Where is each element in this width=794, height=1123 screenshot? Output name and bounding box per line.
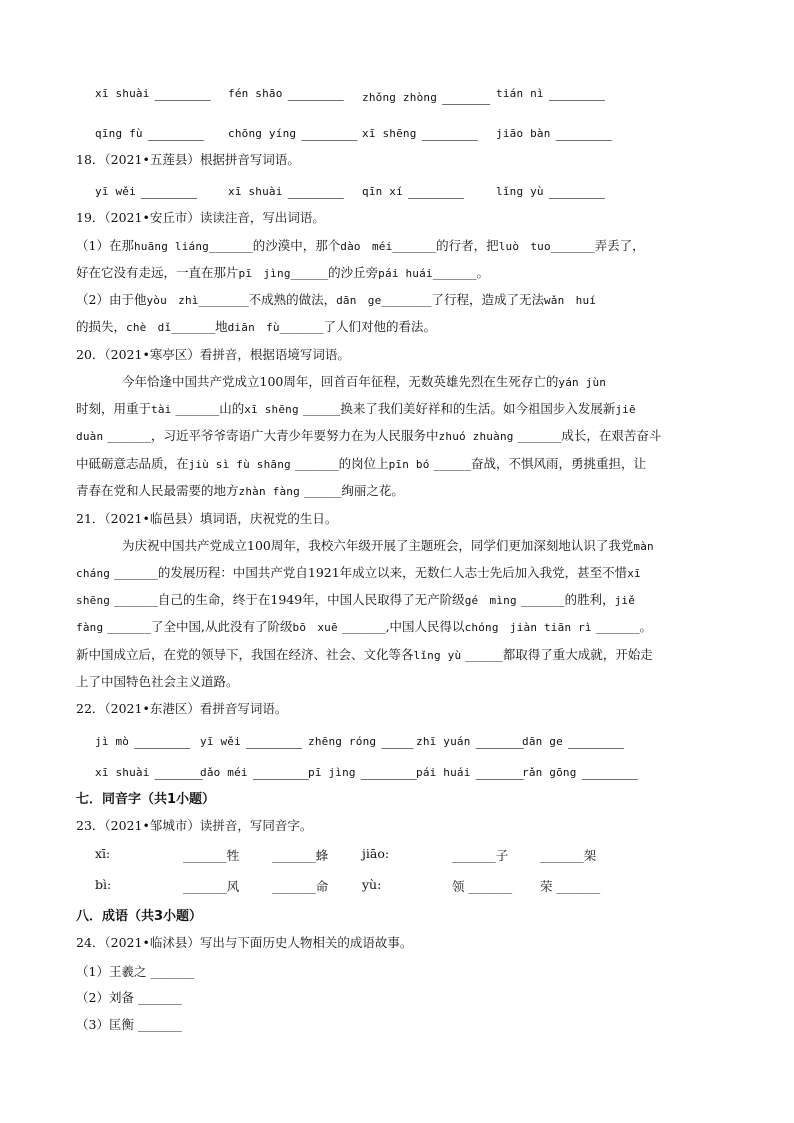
q20-line-5: 青春在党和人民最需要的地方zhàn fàng ______绚丽之花。 — [76, 483, 404, 498]
answer-blank[interactable]: _______ — [252, 761, 309, 780]
question-19-title: 19．（2021•安丘市）读读注音，写出词语。 — [76, 210, 325, 225]
q19-line-2: 好在它没有走远，一直在那片pī jìng______的沙丘旁pái huái_______。 — [76, 265, 490, 280]
q23-jiao-2: _______架 — [540, 848, 597, 863]
pinyin-item: qīn xí _______ — [362, 180, 465, 199]
answer-blank[interactable]: _______ — [432, 265, 477, 280]
q23-bi-label: bì: — [95, 877, 112, 892]
answer-blank[interactable]: _______ — [581, 761, 638, 780]
answer-blank[interactable]: _______ — [421, 122, 478, 141]
q21-line-6: 上了中国特色社会主义道路。 — [76, 674, 239, 689]
q24-item-2: （2）刘备 _______ — [76, 990, 182, 1005]
answer-blank[interactable]: _______ — [272, 879, 316, 894]
answer-blank[interactable]: _______ — [548, 82, 605, 101]
q23-jiao-label: jiāo: — [362, 846, 390, 861]
answer-blank[interactable]: _______ — [555, 122, 612, 141]
answer-blank[interactable]: _______ — [360, 761, 417, 780]
answer-blank[interactable]: _______ — [107, 428, 152, 443]
answer-blank[interactable]: ______ — [475, 730, 524, 749]
section-7-heading: 七．同音字（共1小题） — [76, 792, 216, 807]
question-18-title: 18．（2021•五莲县）根据拼音写词语。 — [76, 152, 300, 167]
q23-xi-2: _______蜂 — [272, 848, 329, 863]
answer-blank[interactable]: _______ — [114, 592, 158, 607]
q23-jiao-1: _______子 — [452, 848, 509, 863]
q21-line-5: 新中国成立后，在党的领导下，我国在经济、社会、文化等各lǐng yù ______都取得了重大成就，开始走 — [76, 647, 653, 662]
answer-blank[interactable]: _______ — [175, 401, 220, 416]
pinyin-item: dān ge _______ — [522, 730, 625, 749]
answer-blank[interactable]: _______ — [287, 82, 344, 101]
answer-blank[interactable]: ________ — [381, 292, 432, 307]
answer-blank[interactable]: _______ — [517, 428, 562, 443]
q23-yu-1: 领 _______ — [452, 879, 513, 894]
q24-item-1: （1）王羲之 _______ — [76, 964, 195, 979]
pinyin-item: zhēng róng ____ — [308, 730, 414, 749]
answer-blank[interactable]: ________ — [198, 292, 249, 307]
answer-blank[interactable]: _______ — [154, 82, 211, 101]
pinyin-item: xī shēng _______ — [362, 122, 478, 141]
pinyin-item: xī shuài _______ — [95, 82, 211, 101]
pinyin-item: xī shuài _______ — [228, 180, 344, 199]
pinyin-item: zhī yuán ______ — [416, 730, 524, 749]
question-24-title: 24．（2021•临沭县）写出与下面历史人物相关的成语故事。 — [76, 935, 413, 950]
answer-blank[interactable]: _______ — [294, 456, 339, 471]
pinyin-item: zhǒng zhòng ______ — [362, 86, 491, 105]
pinyin-item: lǐng yù _______ — [496, 180, 605, 199]
question-22-title: 22．（2021•东港区）看拼音写词语。 — [76, 701, 288, 716]
pinyin-item: pái huái ______ — [416, 761, 524, 780]
answer-blank[interactable]: ______ — [303, 483, 342, 498]
pinyin-item: rǎn gōng _______ — [522, 761, 638, 780]
answer-blank[interactable]: ______ — [290, 265, 329, 280]
answer-blank[interactable]: ______ — [433, 456, 472, 471]
q23-yu-label: yù: — [362, 877, 382, 892]
q23-xi-1: _______牲 — [183, 848, 240, 863]
answer-blank[interactable]: _______ — [468, 879, 513, 894]
q23-bi-1: _______风 — [183, 879, 240, 894]
answer-blank[interactable]: _______ — [246, 730, 303, 749]
pinyin-item: yī wěi _______ — [200, 730, 303, 749]
answer-blank[interactable]: _______ — [137, 990, 182, 1005]
pinyin-item: tián nì _______ — [496, 82, 605, 101]
answer-blank[interactable]: _______ — [392, 238, 437, 253]
q19-line-3: （2）由于他yòu zhì________不成熟的做法，dān ge________了行程，造成了无法wǎn huí — [76, 292, 597, 307]
answer-blank[interactable]: _______ — [452, 848, 496, 863]
section-8-heading: 八．成语（共3小题） — [76, 909, 203, 924]
answer-blank[interactable]: _______ — [279, 319, 324, 334]
q21-line-1: 为庆祝中国共产党成立100周年，我校六年级开展了主题班会，同学们更加深刻地认识了我党màn — [122, 538, 654, 553]
answer-blank[interactable]: _______ — [107, 619, 152, 634]
answer-blank[interactable]: _______ — [137, 1017, 182, 1032]
answer-blank[interactable]: _______ — [209, 238, 253, 253]
answer-blank[interactable]: _______ — [134, 730, 191, 749]
pinyin-item: chōng yíng _______ — [228, 122, 358, 141]
answer-blank[interactable]: _______ — [171, 319, 216, 334]
answer-blank[interactable]: _______ — [520, 592, 565, 607]
answer-blank[interactable]: _______ — [183, 879, 227, 894]
q23-xi-label: xī: — [95, 846, 111, 861]
pinyin-item: dǎo méi _______ — [200, 761, 309, 780]
q24-item-3: （3）匡衡 _______ — [76, 1017, 182, 1032]
q20-line-1: 今年恰逢中国共产党成立100周年，回首百年征程，无数英雄先烈在生死存亡的yán jùn — [122, 374, 607, 389]
pinyin-item: fén shāo _______ — [228, 82, 344, 101]
answer-blank[interactable]: _______ — [147, 122, 204, 141]
question-21-title: 21．（2021•临邑县）填词语，庆祝党的生日。 — [76, 511, 338, 526]
answer-blank[interactable]: _______ — [568, 730, 625, 749]
answer-blank[interactable]: ______ — [475, 761, 524, 780]
question-23-title: 23．（2021•邹城市）读拼音，写同音字。 — [76, 818, 313, 833]
answer-blank[interactable]: ______ — [302, 401, 341, 416]
pinyin-item: jiāo bàn _______ — [496, 122, 612, 141]
answer-blank[interactable]: ______ — [465, 647, 503, 662]
answer-blank[interactable]: _______ — [141, 180, 198, 199]
answer-blank[interactable]: _______ — [595, 619, 640, 634]
answer-blank[interactable]: _______ — [287, 180, 344, 199]
pinyin-item: pī jìng _______ — [308, 761, 417, 780]
answer-blank[interactable]: _______ — [183, 848, 227, 863]
q20-line-3: duàn _______，习近平爷爷寄语广大青少年要努力在为人民服务中zhuó zhuàng _______成长，在艰苦奋斗 — [76, 428, 662, 443]
question-20-title: 20．（2021•寒亭区）看拼音，根据语境写词语。 — [76, 347, 350, 362]
answer-blank[interactable]: _______ — [114, 565, 158, 580]
q20-line-2: 时刻，用重于tài _______山的xī shēng ______换来了我们美好祥和的生活。如今祖国步入发展新jiē — [76, 401, 636, 416]
q21-line-3: shēng _______自己的生命，终于在1949年，中国人民取得了无产阶级gé mìng _______的胜利，jiě — [76, 592, 636, 607]
pinyin-item: jì mò _______ — [95, 730, 191, 749]
q19-line-4: 的损失，chè dǐ_______地diān fù_______了人们对他的看法。 — [76, 319, 437, 334]
q20-line-4: 中砥砺意志品质，在jiù sì fù shāng _______的岗位上pīn bó ______奋战，不惧风雨，勇挑重担，让 — [76, 456, 647, 471]
answer-blank[interactable]: ______ — [442, 86, 491, 105]
answer-blank[interactable]: _______ — [301, 122, 358, 141]
answer-blank[interactable]: _______ — [341, 619, 386, 634]
q21-line-4: fàng _______了全中国,从此没有了阶级bō xuē _______,中国人民得以chóng jiàn tiān rì _______。 — [76, 619, 652, 634]
answer-blank[interactable]: _______ — [556, 879, 601, 894]
answer-blank[interactable]: ____ — [381, 730, 414, 749]
answer-blank[interactable]: _______ — [150, 964, 195, 979]
pinyin-item: xī shuài ______ — [95, 761, 203, 780]
answer-blank[interactable]: _______ — [550, 238, 595, 253]
q23-bi-2: _______命 — [272, 879, 329, 894]
answer-blank[interactable]: _______ — [548, 180, 605, 199]
q19-line-1: （1）在那huāng liáng_______的沙漠中，那个dào méi_______的行者，把luò tuo_______弄丢了， — [76, 238, 645, 253]
answer-blank[interactable]: ______ — [154, 761, 203, 780]
answer-blank[interactable]: _______ — [272, 848, 316, 863]
answer-blank[interactable]: _______ — [408, 180, 465, 199]
pinyin-item: yī wěi _______ — [95, 180, 198, 199]
pinyin-item: qīng fù _______ — [95, 122, 204, 141]
q23-yu-2: 荣 _______ — [540, 879, 601, 894]
q21-line-2: cháng _______的发展历程：中国共产党自1921年成立以来，无数仁人志士先后加入我党，甚至不惜xī — [76, 565, 641, 580]
answer-blank[interactable]: _______ — [540, 848, 584, 863]
